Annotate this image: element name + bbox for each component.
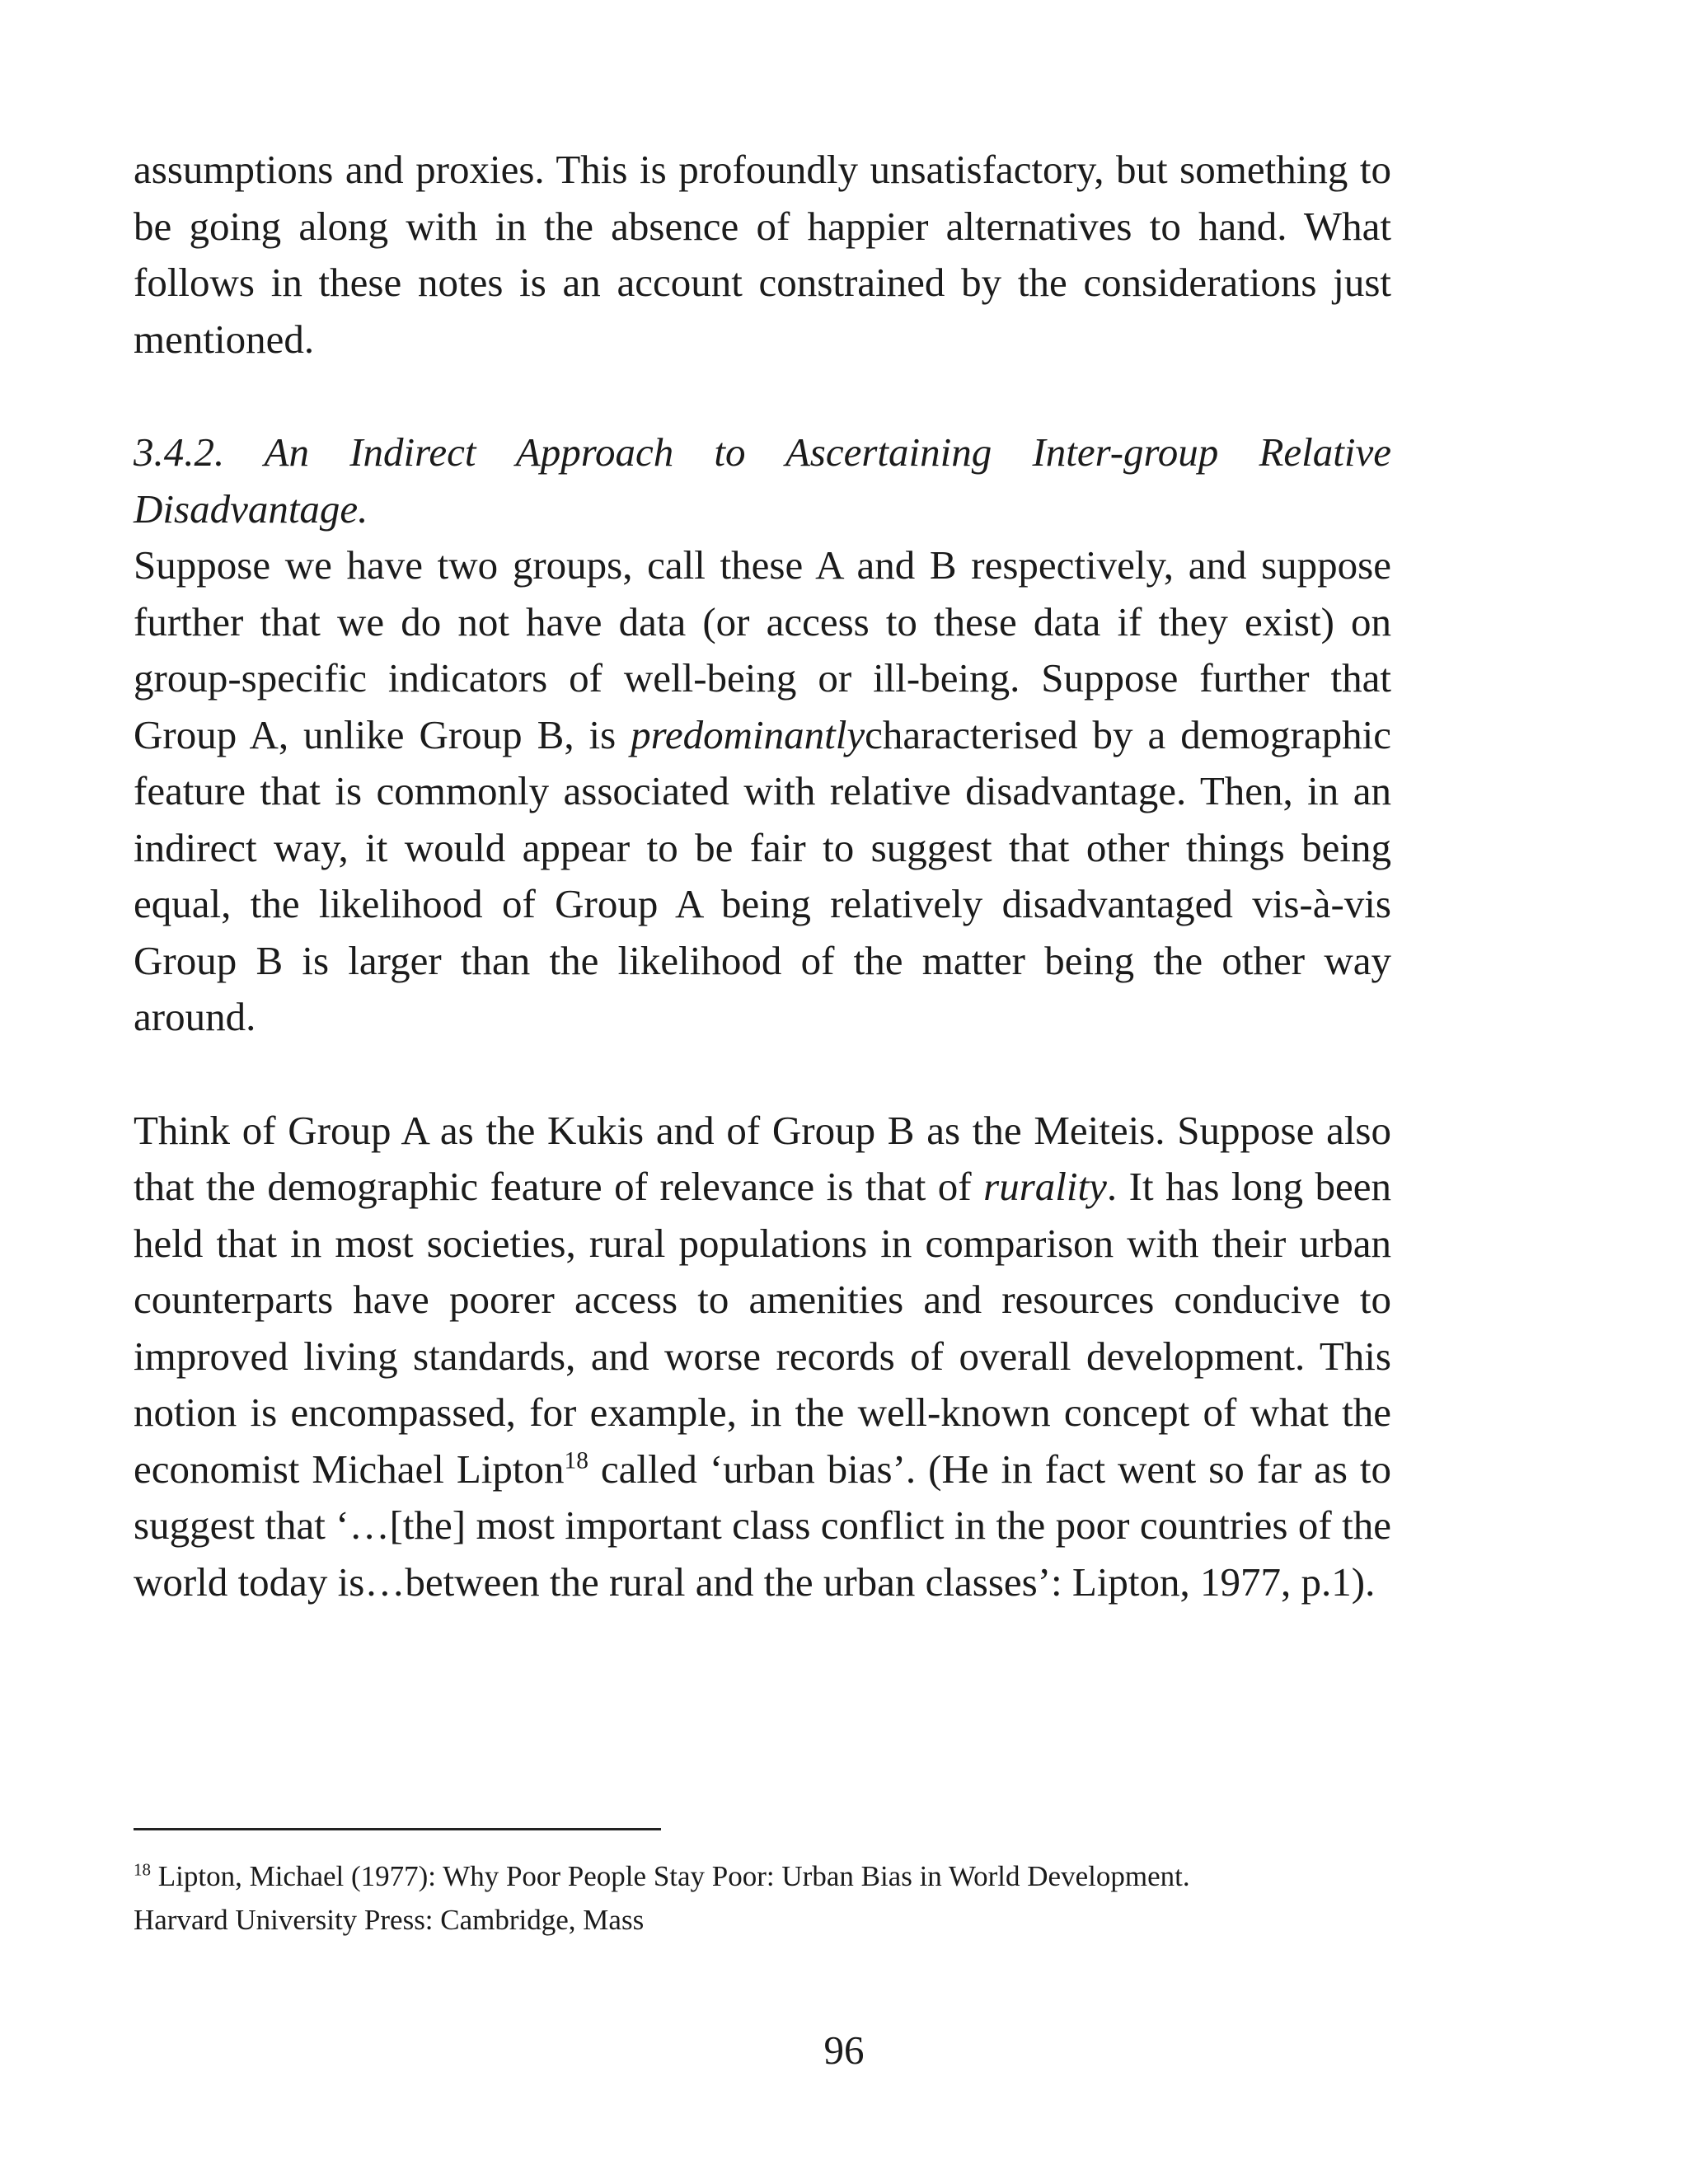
footnote-separator xyxy=(134,1828,661,1830)
footnote-line-1 xyxy=(134,1854,1391,1898)
paragraph-2-text-a: Suppose we have two groups, call these A and B respectively, and suppose further that we do not have data (or access to these data if they exist) on group-specific indicators of well-being or ill-being. Suppose further that Group A, unlike Group B, is xyxy=(134,542,1391,757)
section-heading: 3.4.2. An Indirect Approach to Ascertaining Inter-group Relative Disadvantage. xyxy=(134,429,1391,532)
footnote xyxy=(134,1854,1391,1942)
footnote-reference[interactable]: 18 xyxy=(564,1447,588,1474)
paragraph-3-text-b: . It has long been held that in most societies, rural populations in comparison with their urban counterparts have poorer access to amenities and resources conducive to improved living standards, and worse records of overall development. This notion is encompassed, for example, in the well-known concept of what the economist Michael Lipton xyxy=(134,1164,1392,1492)
paragraph-3-text-a: Think of Group A as the Kukis and of Group B as the Meiteis. Suppose also that the demographic feature of relevance is that of xyxy=(134,1107,1391,1209)
paragraph-2-emphasis: predominantly xyxy=(631,711,865,757)
paragraph-3-emphasis: rurality xyxy=(983,1164,1107,1209)
paragraph-2-text-b: characterised by a demographic feature that is commonly associated with relative disadvantage. Then, in an indirect way, it would appear to be fair to suggest that other things being equal, the likelihood of Group A being relatively disadvantaged vis-à-vis Group B is larger than the likelihood of the matter being the other way around. xyxy=(134,711,1391,1039)
footnote-text-1: Lipton, Michael (1977): Why Poor People Stay Poor: Urban Bias in World Development. xyxy=(151,1860,1190,1892)
paragraph-3-text-c: called ‘urban bias’. (He in fact went so far as to suggest that ‘…[the] most important class conflict in the poor countries of the world today is…between the rural and the urban classes’: Lipton, 1977, p.1). xyxy=(134,1446,1392,1605)
body-text xyxy=(134,142,1391,1610)
footnote-marker: 18 xyxy=(134,1859,151,1880)
paragraph-2 xyxy=(134,537,1391,1046)
page-number: 96 xyxy=(823,2027,865,2073)
paragraph-3 xyxy=(134,1103,1391,1611)
paragraph-1: assumptions and proxies. This is profoundly unsatisfactory, but something to be going along with in the absence of happier alternatives to hand. What follows in these notes is an account constrained by the considerations just mentioned. xyxy=(134,147,1391,362)
footnote-line-2: Harvard University Press: Cambridge, Mass xyxy=(134,1904,645,1936)
